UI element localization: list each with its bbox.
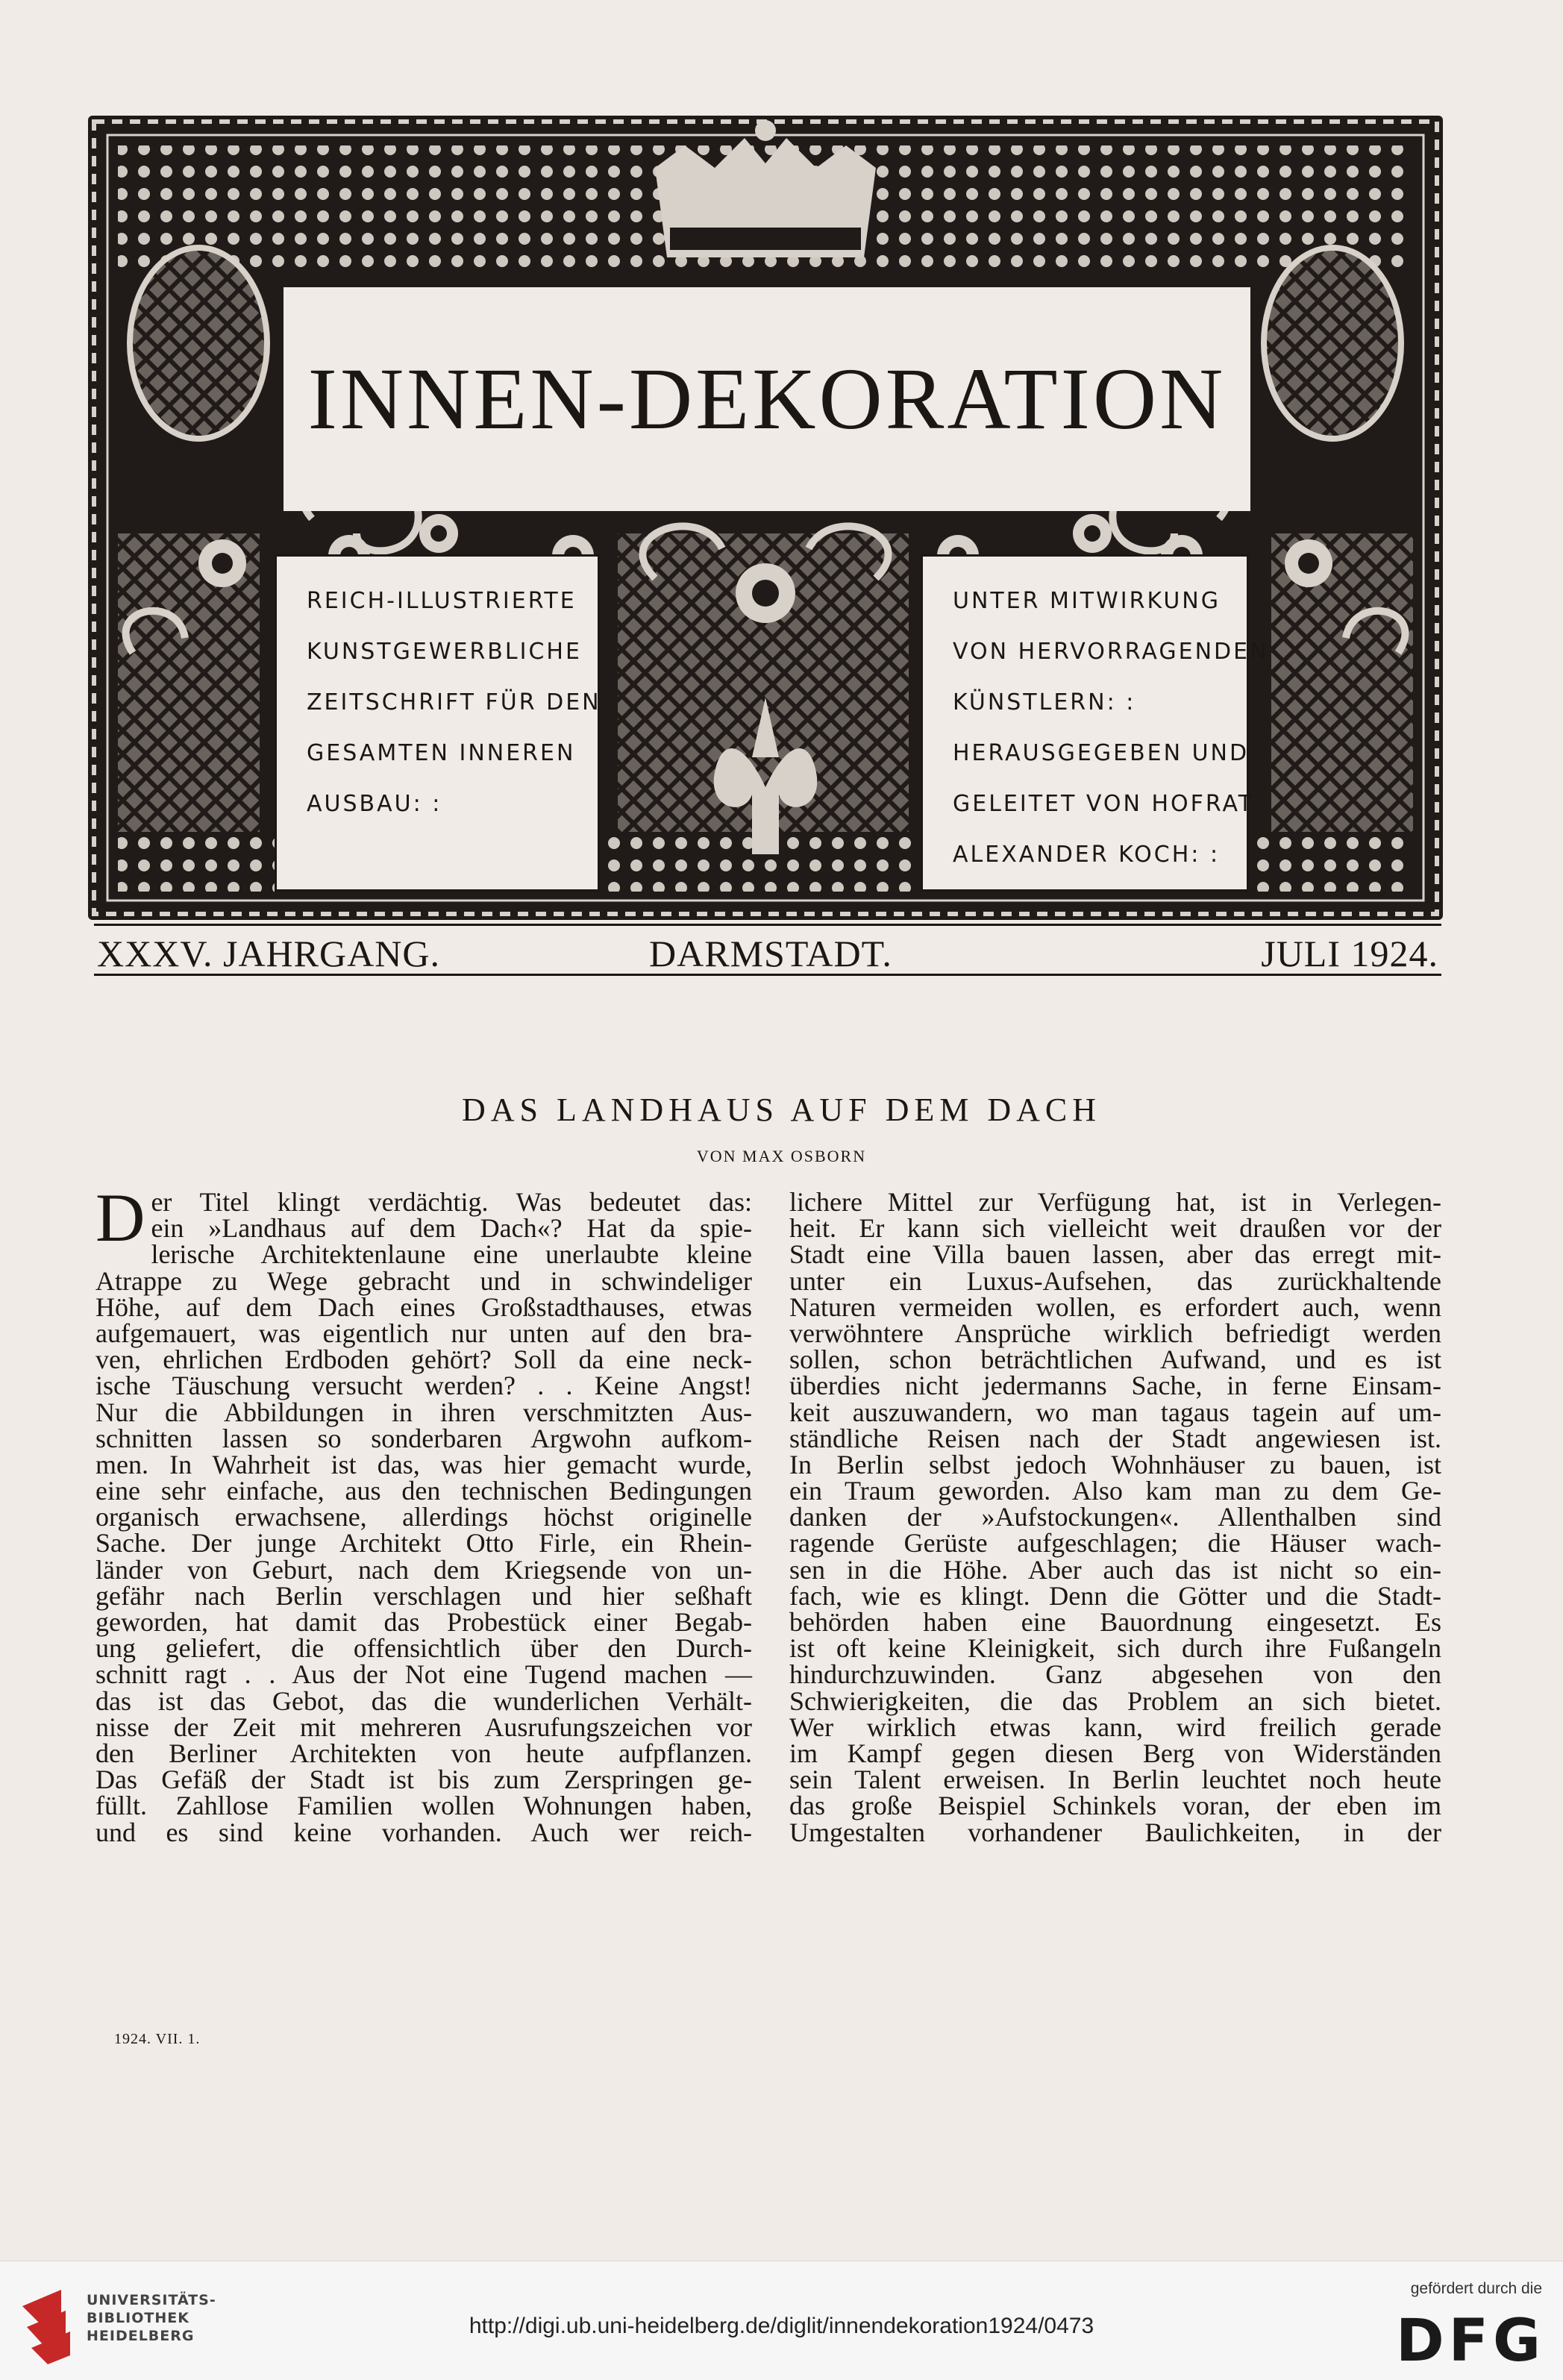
text-line-right: ragende Gerüste aufgeschlagen; die Häuser wach- — [789, 1528, 1441, 1559]
editor-panel — [921, 554, 1269, 892]
text-line-right: keit auszuwandern, wo man tagaus tagein auf um- — [789, 1397, 1441, 1427]
text-line-left: länder von Geburt, nach dem Kriegsende von un- — [95, 1554, 752, 1585]
text-line-left: und es sind keine vorhanden. Auch wer reich- — [95, 1817, 752, 1847]
article-title: DAS LANDHAUS AUF DEM DACH — [461, 1092, 1102, 1128]
text-line-left: das ist das Gebot, das die wunderlichen Verhält- — [95, 1685, 752, 1716]
text-line-right: Stadt eine Villa bauen lassen, aber das erregt mit- — [789, 1239, 1441, 1270]
text-line-right: heit. Er kann sich vielleicht weit draußen vor der — [789, 1213, 1441, 1244]
text-line-left: Nur die Abbildungen in ihren verschmitzten Aus- — [95, 1397, 752, 1427]
volume-label: XXXV. JAHRGANG. — [97, 933, 440, 974]
text-line-right: ein Traum geworden. Also kam man zu dem Ge- — [789, 1476, 1441, 1506]
text-line-left: füllt. Zahllose Familien wollen Wohnungen haben, — [95, 1791, 752, 1821]
page-folio: 1924. VII. 1. — [114, 2031, 201, 2047]
text-line-left: men. In Wahrheit ist das, was hier gemacht wurde, — [95, 1449, 752, 1479]
text-line-left: Höhe, auf dem Dach eines Großstadthauses, etwas — [95, 1291, 752, 1322]
text-line-left: eine sehr einfache, aus den technischen Bedingungen — [95, 1476, 752, 1506]
text-line-right: behörden haben eine Bauordnung eingesetzt. Es — [789, 1607, 1441, 1637]
permalink-url[interactable]: http://digi.ub.uni-heidelberg.de/diglit/innendekoration1924/0473 — [469, 2314, 1094, 2338]
text-line-left: Atrappe zu Wege gebracht und in schwindeliger — [95, 1265, 752, 1296]
editor-line: HERAUSGEGEBEN UND — [953, 740, 1250, 766]
subtitle-line: REICH-ILLUSTRIERTE — [307, 588, 577, 614]
text-line-left: organisch erwachsene, allerdings höchst originelle — [95, 1502, 752, 1532]
text-line-left: gefähr nach Berlin verschlagen und hier seßhaft — [95, 1580, 752, 1611]
text-line-right: sen in die Höhe. Aber auch das ist nicht so ein- — [789, 1554, 1441, 1585]
drop-cap: D — [95, 1180, 145, 1256]
subtitle-line: ZEITSCHRIFT FÜR DEN — [307, 689, 601, 715]
text-line-right: sollen, schon beträchtlichen Aufwand, und es ist — [789, 1344, 1441, 1375]
text-line-right: sein Talent erweisen. In Berlin leuchtet noch heute — [789, 1764, 1441, 1795]
text-line-left: Sache. Der junge Architekt Otto Firle, ein Rhein- — [95, 1528, 752, 1559]
imprint-bar — [94, 924, 1441, 976]
text-line-right: In Berlin selbst jedoch Wohnhäuser zu bauen, ist — [789, 1449, 1441, 1479]
text-line-left: schnitt ragt . . Aus der Not eine Tugend machen — — [95, 1659, 752, 1690]
editor-line: KÜNSTLERN: : — [953, 689, 1136, 715]
university-name: UNIVERSITÄTS- BIBLIOTHEK HEIDELBERG — [87, 2292, 216, 2344]
editor-line: GELEITET VON HOFRAT — [953, 791, 1255, 817]
text-line-right: überdies nicht jedermanns Sache, in ferne Einsam- — [789, 1371, 1441, 1401]
dfg-logo: DFG — [1395, 2308, 1545, 2375]
magazine-title: INNEN-DEKORATION — [307, 350, 1227, 448]
text-line-right: unter ein Luxus-Aufsehen, das zurückhaltende — [789, 1265, 1441, 1296]
text-line-left: er Titel klingt verdächtig. Was bedeutet das: — [151, 1187, 752, 1217]
text-line-left: lerische Architektenlaune eine unerlaubte kleine — [151, 1239, 752, 1270]
text-line-left: schnitten lassen so sonderbaren Argwohn aufkom- — [95, 1423, 752, 1453]
text-line-left: nisse der Zeit mit mehreren Ausrufungszeichen vor — [95, 1712, 752, 1742]
subtitle-line: KUNSTGEWERBLICHE — [307, 639, 582, 665]
text-line-right: fach, wie es klingt. Denn die Götter und die Stadt- — [789, 1580, 1441, 1611]
text-line-left: ein »Landhaus auf dem Dach«? Hat da spie- — [151, 1213, 752, 1244]
masthead-title-panel — [284, 287, 1250, 511]
text-line-right: ständliche Reisen nach der Stadt angewiesen ist. — [789, 1423, 1441, 1453]
subtitle-line: AUSBAU: : — [307, 791, 442, 817]
subtitle-panel — [275, 554, 600, 892]
editor-line: VON HERVORRAGENDEN — [953, 639, 1269, 665]
text-line-right: hindurchzuwinden. Ganz abgesehen von den — [789, 1659, 1441, 1690]
place-label: DARMSTADT. — [649, 933, 892, 974]
text-line-right: Schwierigkeiten, die das Problem an sich bietet. — [789, 1685, 1441, 1716]
text-line-left: aufgemauert, was eigentlich nur unten auf den bra- — [95, 1318, 752, 1348]
article-column-left — [95, 1180, 752, 1847]
text-line-left: den Berliner Architekten von heute aufpflanzen. — [95, 1738, 752, 1768]
editor-line: ALEXANDER KOCH: : — [953, 842, 1221, 868]
text-line-right: Wer wirklich etwas kann, wird freilich gerade — [789, 1712, 1441, 1742]
article-column-right — [789, 1189, 1441, 1846]
text-line-right: das große Beispiel Schinkels voran, der eben im — [789, 1791, 1441, 1821]
text-line-left: ven, ehrlichen Erdboden gehört? Soll da eine neck- — [95, 1344, 752, 1375]
text-line-left: Das Gefäß der Stadt ist bis zum Zerspringen ge- — [95, 1764, 752, 1795]
subtitle-line: GESAMTEN INNEREN — [307, 740, 576, 766]
text-line-left: ung geliefert, die offensichtlich über den Durch- — [95, 1633, 752, 1664]
viewer-footer — [0, 2261, 1563, 2380]
text-line-right: Naturen vermeiden wollen, es erfordert auch, wenn — [789, 1291, 1441, 1322]
text-line-right: im Kampf gegen diesen Berg von Widerständen — [789, 1738, 1441, 1768]
text-line-right: Umgestalten vorhandener Baulichkeiten, in der — [789, 1817, 1441, 1847]
date-label: JULI 1924. — [1261, 933, 1438, 974]
funded-by-label: gefördert durch die — [1410, 2280, 1542, 2297]
text-line-right: danken der »Aufstockungen«. Allenthalben sind — [789, 1502, 1441, 1532]
text-line-left: ische Täuschung versucht werden? . . Keine Angst! — [95, 1371, 752, 1401]
article-author: VON MAX OSBORN — [696, 1147, 867, 1165]
text-line-right: lichere Mittel zur Verfügung hat, ist in Verlegen- — [789, 1187, 1441, 1217]
masthead-ornament — [88, 116, 1443, 920]
text-line-left: geworden, hat damit das Probestück einer Begab- — [95, 1607, 752, 1637]
editor-line: UNTER MITWIRKUNG — [953, 588, 1221, 614]
text-line-right: ist oft keine Kleinigkeit, sich durch ihre Fußangeln — [789, 1633, 1441, 1664]
text-line-right: verwöhntere Ansprüche wirklich befriedigt werden — [789, 1318, 1441, 1348]
